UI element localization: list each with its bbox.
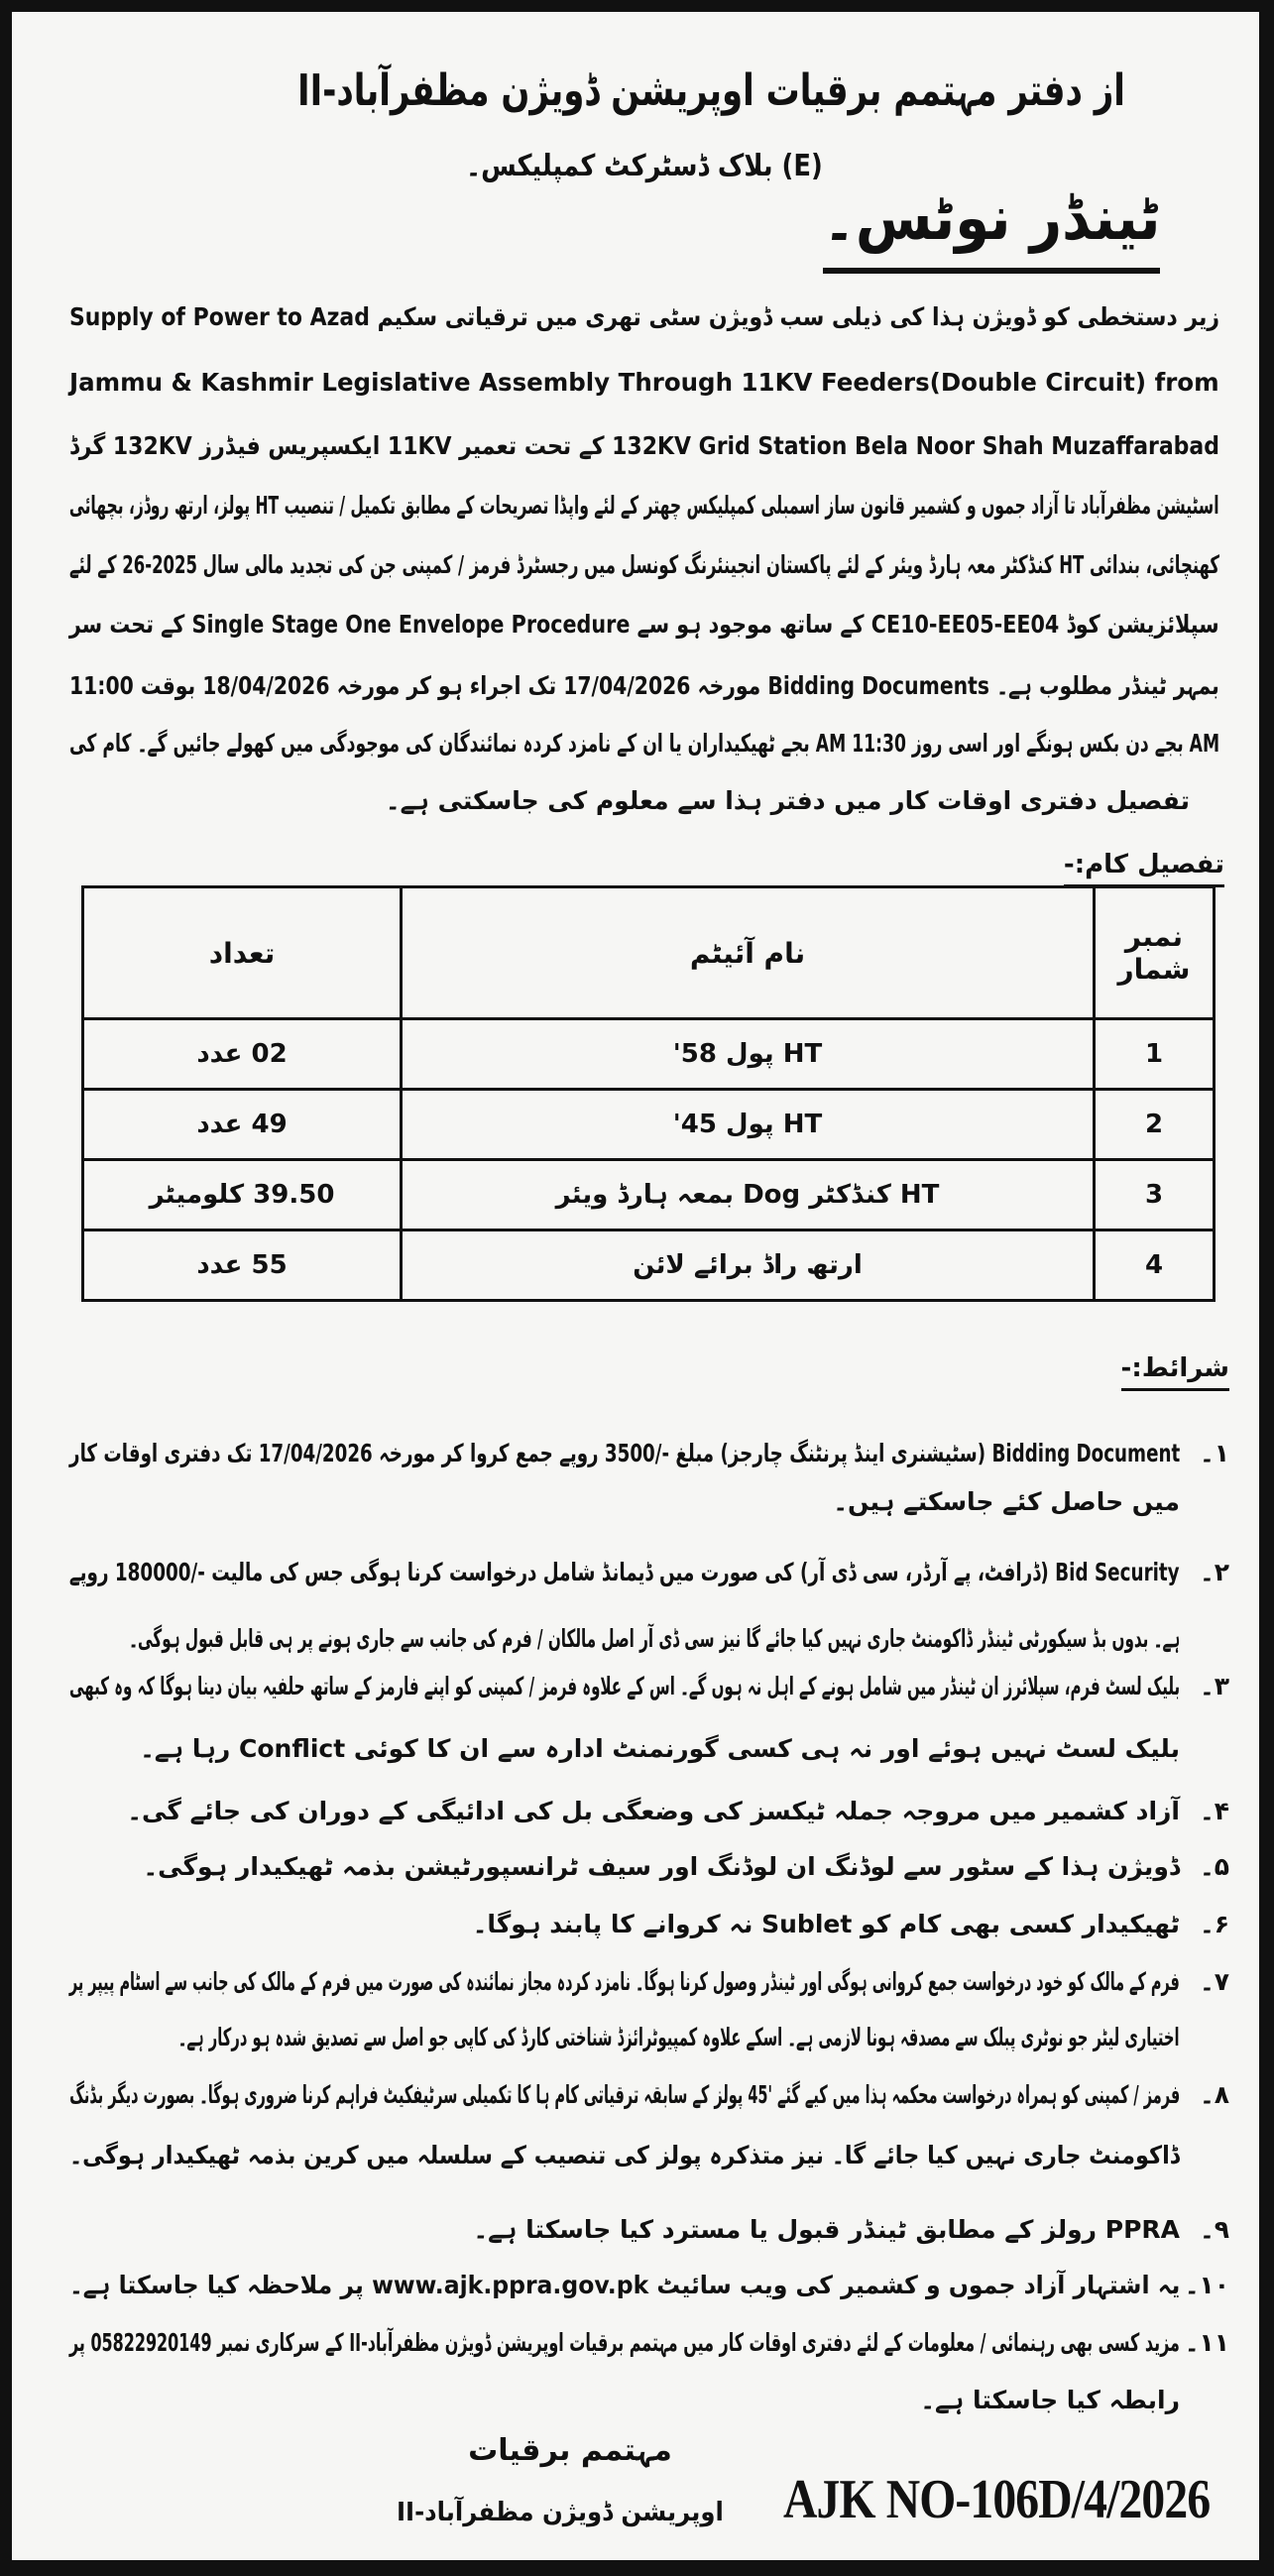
table-row <box>83 1160 1215 1230</box>
condition-line: بلیک لسٹ نہیں ہوئے اور نہ ہی کسی گورنمنٹ ادارہ سے ان کا کوئی Conflict رہا ہے۔ <box>140 1734 1180 1763</box>
condition-line: PPRA رولز کے مطابق ٹینڈر قبول یا مسترد کیا جاسکتا ہے۔ <box>473 2215 1180 2244</box>
cell-item: ارتھ راڈ برائے لائن <box>402 1230 1095 1301</box>
condition-number: ۱۰۔ <box>1184 2271 1229 2299</box>
condition-number: ۹۔ <box>1200 2215 1229 2244</box>
cell-serial: 3 <box>1095 1160 1215 1230</box>
column-header-item: نام آئیٹم <box>402 887 1095 1019</box>
body-line: تفصیل دفتری اوقات کار میں دفتر ہذا سے معلوم کی جاسکتی ہے۔ <box>385 786 1190 815</box>
cell-quantity: 55 عدد <box>83 1230 402 1301</box>
condition-number: ۴۔ <box>1200 1797 1229 1825</box>
table-row <box>83 1019 1215 1090</box>
condition-number: ۸۔ <box>1200 2080 1229 2109</box>
cell-quantity: 39.50 کلومیٹر <box>83 1160 402 1230</box>
office-title: از دفتر مہتمم برقیات اوپریشن ڈویژن مظفرآباد-II <box>297 65 1125 116</box>
conditions-heading: شرائط:- <box>1121 1348 1229 1388</box>
cell-serial: 4 <box>1095 1230 1215 1301</box>
body-line: 132KV Grid Station Bela Noor Shah Muzaffarabad کے تحت تعمیر 11KV ایکسپریس فیڈرز 132KV گرڈ <box>69 431 1219 460</box>
table-row <box>83 1230 1215 1301</box>
condition-line: ڈاکومنٹ جاری نہیں کیا جائے گا۔ نیز متذکرہ پولز کی تنصیب کے سلسلہ میں کرین بذمہ ٹھیکیدار ہوگی۔ <box>69 2141 1180 2169</box>
table-row <box>83 1090 1215 1160</box>
work-details-heading: تفصیل کام:- <box>1064 845 1224 884</box>
reference-number: AJK NO-106D/4/2026 <box>783 2469 1211 2530</box>
cell-item: HT پول 58' <box>402 1019 1095 1090</box>
body-line: Jammu & Kashmir Legislative Assembly Through 11KV Feeders(Double Circuit) from <box>69 368 1219 397</box>
condition-line: ہے۔ بدوں بڈ سیکورٹی ٹینڈر ڈاکومنٹ جاری نہیں کیا جائے گا نیز سی ڈی آر اصل مالکان / فرم کی جانب سے جاری ہونے پر ہی قابل قبول ہوگی۔ <box>128 1624 1180 1653</box>
condition-number: ۷۔ <box>1200 1967 1229 1996</box>
condition-number: ۲۔ <box>1200 1558 1229 1586</box>
body-line: اسٹیشن مظفرآباد تا آزاد جموں و کشمیر قانون ساز اسمبلی کمپلیکس چھتر کے لئے واپڈا تصریحات کے مطابق تکمیل / تنصیب HT پولز، ارتھ روڈز، بچھائی <box>69 491 1219 520</box>
body-line: بمہر ٹینڈر مطلوب ہے۔ Bidding Documents مورخہ 17/04/2026 تک اجراء ہو کر مورخہ 18/04/2026 بوقت 11:00 <box>69 671 1219 700</box>
condition-line: رابطہ کیا جاسکتا ہے۔ <box>920 2386 1180 2414</box>
condition-line: یہ اشتہار آزاد جموں و کشمیر کی ویب سائیٹ www.ajk.ppra.gov.pk پر ملاحظہ کیا جاسکتا ہے۔ <box>68 2271 1180 2299</box>
body-line: AM بجے دن بکس ہونگے اور اسی روز 11:30 AM بجے ٹھیکیداران یا ان کے نامزد کردہ نمائندگان کی موجودگی میں کھولے جائیں گے۔ کام کی <box>68 729 1219 758</box>
body-line: زیر دستخطی کو ڈویژن ہذا کی ذیلی سب ڈویژن سٹی تھری میں ترقیاتی سکیم Supply of Power to Azad <box>69 302 1220 331</box>
condition-line: میں حاصل کئے جاسکتے ہیں۔ <box>833 1487 1180 1516</box>
office-address: (E) بلاک ڈسٹرکٹ کمپلیکس۔ <box>466 149 823 183</box>
signature-office: اوپریشن ڈویژن مظفرآباد-II <box>397 2498 724 2527</box>
table-header-row <box>83 887 1215 1019</box>
condition-line: ٹھیکیدار کسی بھی کام کو Sublet نہ کروانے کا پابند ہوگا۔ <box>472 1910 1180 1938</box>
condition-line: فرمز / کمپنی کو ہمراہ درخواست محکمہ ہذا میں کیے گئے '45 پولز کے سابقہ ترقیاتی کام ہا کا تکمیلی سرٹیفکیٹ فراہم کرنا ضروری ہوگا۔ بصورت دیگر بڈنگ <box>68 2080 1180 2109</box>
condition-number: ۳۔ <box>1200 1672 1229 1700</box>
condition-number: ۵۔ <box>1200 1852 1229 1881</box>
condition-line: مزید کسی بھی رہنمائی / معلومات کے لئے دفتری اوقات کار میں مہتمم برقیات اوپریشن ڈویژن مظفرآباد-II کے سرکاری نمبر 05822920149 پر <box>69 2328 1180 2357</box>
cell-item: HT پول 45' <box>402 1090 1095 1160</box>
cell-serial: 1 <box>1095 1019 1215 1090</box>
cell-quantity: 49 عدد <box>83 1090 402 1160</box>
condition-line: فرم کے مالک کو خود درخواست جمع کروانی ہوگی اور ٹینڈر وصول کرنا ہوگا۔ نامزد کردہ مجاز نمائندہ کی صورت میں فرم کے مالک کی جانب سے اسٹام پیپر پر <box>69 1967 1180 1996</box>
condition-line: آزاد کشمیر میں مروجہ جملہ ٹیکسز کی وضعگی بل کی ادائیگی کے دوران کی جائے گی۔ <box>127 1797 1180 1825</box>
condition-number: ۶۔ <box>1200 1910 1229 1938</box>
condition-number: ۱۔ <box>1200 1439 1229 1467</box>
work-details-table <box>81 885 1216 1302</box>
condition-line: Bidding Document (سٹیشنری اینڈ پرنٹنگ چارجز) مبلغ -/3500 روپے جمع کروا کر مورخہ 17/04/2026 تک دفتری اوقات کار <box>68 1439 1180 1467</box>
column-header-quantity: تعداد <box>83 887 402 1019</box>
condition-number: ۱۱۔ <box>1184 2328 1229 2357</box>
condition-line: اختیاری لیٹر جو نوٹری پبلک سے مصدقہ ہونا لازمی ہے۔ اسکے علاوہ کمپیوٹرائزڈ شناختی کارڈ کی کاپی جو اصل سے تصدیق شدہ ہو درکار ہے۔ <box>178 2023 1180 2051</box>
cell-quantity: 02 عدد <box>83 1019 402 1090</box>
body-line: کھنچائی، بندائی HT کنڈکٹر معہ ہارڈ ویئر کے لئے پاکستان انجینئرنگ کونسل میں رجسٹرڈ فرمز / کمپنی جن کی تجدید مالی سال 2025-26 کے لئے <box>68 550 1219 579</box>
condition-line: ڈویژن ہذا کے سٹور سے لوڈنگ ان لوڈنگ اور سیف ٹرانسپورٹیشن بذمہ ٹھیکیدار ہوگی۔ <box>143 1852 1180 1881</box>
column-header-serial: نمبر شمار <box>1095 887 1215 1019</box>
condition-line: بلیک لسٹ فرم، سپلائرز ان ٹینڈر میں شامل ہونے کے اہل نہ ہوں گے۔ اس کے علاوہ فرمز / کمپنی کو اپنے فارمز کے ساتھ حلفیہ بیان دینا ہوگا کہ وہ کبھی <box>68 1672 1180 1700</box>
cell-serial: 2 <box>1095 1090 1215 1160</box>
signature-designation: مہتمم برقیات <box>468 2433 672 2468</box>
condition-line: Bid Security (ڈرافٹ، پے آرڈر، سی ڈی آر) کی صورت میں ڈیمانڈ شامل درخواست کرنا ہوگی جس کی مالیت -/180000 روپے <box>69 1558 1180 1586</box>
cell-item: HT کنڈکٹر Dog بمعہ ہارڈ ویئر <box>402 1160 1095 1230</box>
notice-title: ٹینڈر نوٹس۔ <box>823 178 1160 274</box>
body-line: سپلائزیشن کوڈ CE10-EE05-EE04 کے ساتھ موجود ہو سے Single Stage One Envelope Procedure کے تحت سر <box>69 610 1219 639</box>
